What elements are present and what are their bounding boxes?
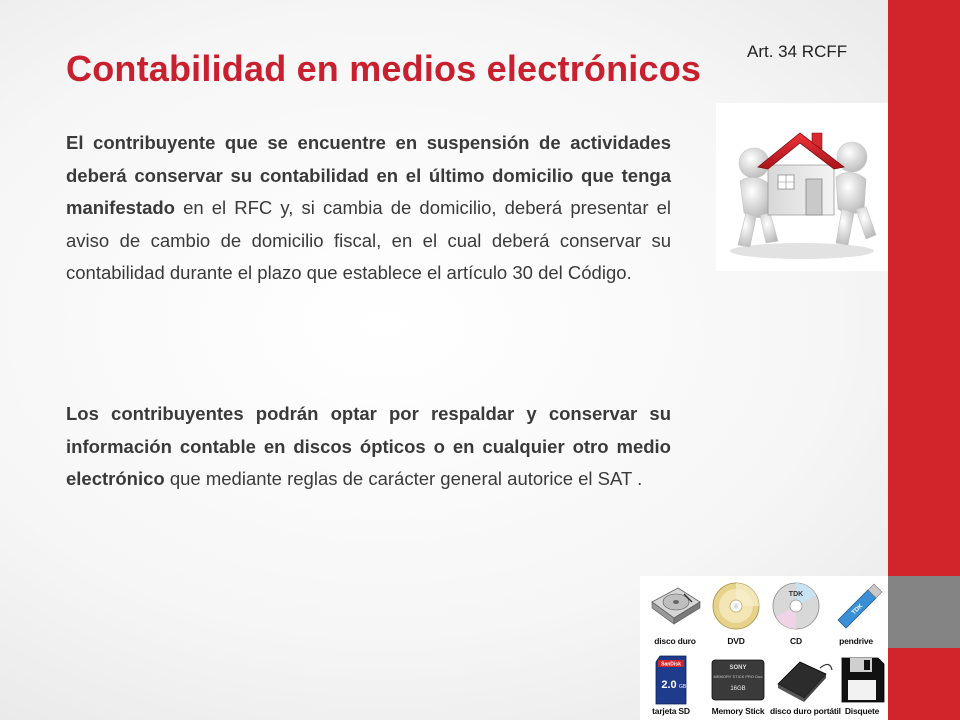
sd-card-item <box>646 654 696 720</box>
side-accent-bar <box>888 0 960 720</box>
ms-model-text: MEMORY STICK PRO Duo <box>713 674 763 679</box>
floppy-disk-item <box>836 654 888 720</box>
media-label-hard-disk: disco duro <box>654 636 696 646</box>
memory-stick-icon <box>706 654 770 706</box>
side-bar-red-top <box>888 0 960 576</box>
paragraph-suspension <box>66 127 671 290</box>
ms-size-text: 16GB <box>730 686 746 692</box>
sd-card-icon <box>646 654 696 706</box>
sd-unit-text: GB <box>679 684 687 690</box>
media-label-floppy-disk: Disquete <box>844 706 880 716</box>
dvd-item <box>708 580 764 650</box>
media-label-pendrive: pendrive <box>839 636 873 646</box>
media-label-cd: CD <box>790 636 802 646</box>
house-moving-illustration <box>716 103 888 271</box>
cd-brand-text: TDK <box>788 591 804 598</box>
storage-media-panel <box>640 576 888 720</box>
portable-hard-disk-icon <box>770 654 836 706</box>
cd-icon <box>768 580 824 632</box>
media-label-sd-card: tarjeta SD <box>652 706 690 716</box>
hard-disk-icon <box>646 580 704 632</box>
pendrive-brand-text: TDK <box>851 603 865 617</box>
side-bar-gray <box>888 576 960 648</box>
media-label-memory-stick: Memory Stick <box>711 706 765 716</box>
slide-title: Contabilidad en medios electrónicos <box>66 48 702 89</box>
pendrive-item <box>828 580 884 650</box>
paragraph-backup-bold: Los contribuyentes podrán optar por respaldar y conservar su información contable en discos ópticos o en cualquier otro medio electrónico <box>66 403 671 489</box>
floppy-disk-icon <box>836 654 888 706</box>
media-label-portable-hard-disk: disco duro portátil <box>770 706 841 716</box>
sd-brand-text: SanDisk <box>661 661 681 668</box>
cd-item <box>768 580 824 650</box>
side-bar-red-bottom <box>888 648 960 720</box>
paragraph-suspension-bold: El contribuyente que se encuentre en suspensión de actividades deberá conservar su contabilidad en el último domicilio que tenga manifestado <box>66 132 671 218</box>
article-reference: Art. 34 RCFF <box>747 42 848 61</box>
ms-brand-text: SONY <box>729 665 747 671</box>
paragraph-backup <box>66 398 671 496</box>
paragraph-backup-rest: que mediante reglas de carácter general autorice el SAT . <box>164 468 643 489</box>
pendrive-icon <box>828 580 884 632</box>
memory-stick-item <box>706 654 770 720</box>
dvd-icon <box>708 580 764 632</box>
portable-hard-disk-item <box>770 654 841 720</box>
media-label-dvd: DVD <box>727 636 745 646</box>
paragraph-suspension-rest: en el RFC y, si cambia de domicilio, deberá presentar el aviso de cambio de domicilio fiscal, en el cual deberá conservar su contabilidad durante el plazo que establece el artículo 30 del Código. <box>66 197 671 283</box>
sd-capacity-text: 2.0 <box>661 679 677 691</box>
hard-disk-item <box>646 580 704 650</box>
